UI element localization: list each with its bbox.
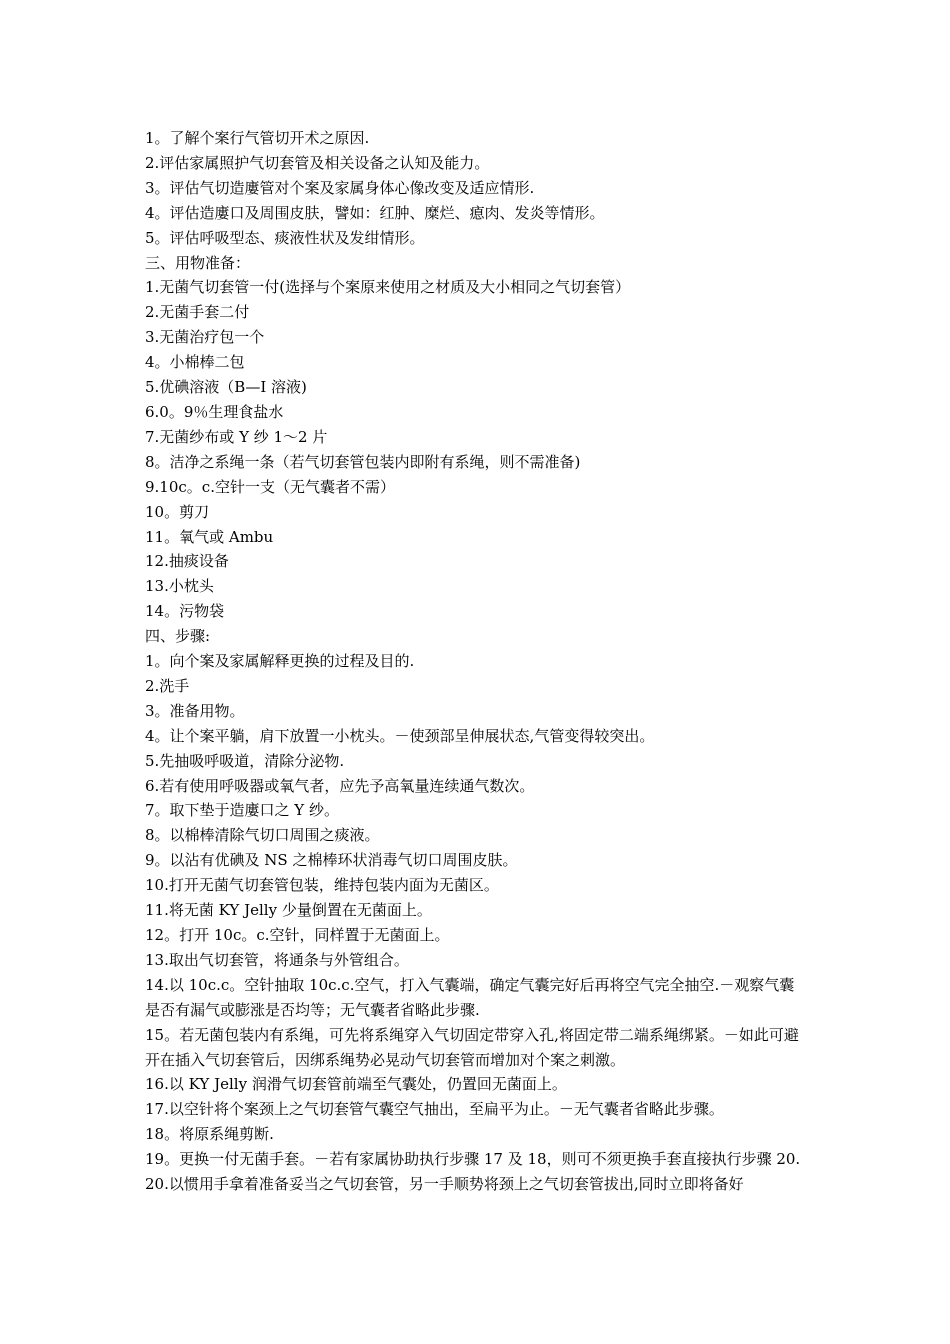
text-line: 7.无菌纱布或 Y 纱 1～2 片 — [145, 427, 328, 446]
text-line: 18。将原系绳剪断. — [145, 1125, 274, 1144]
text-line: 14.以 10c.c。空针抽取 10c.c.空气，打入气囊端，确定气囊完好后再将空气完全抽空.－观察气囊是否有漏气或膨涨是否均等；无气囊者省略此步骤. — [145, 975, 795, 1019]
text-line: 12.抽痰设备 — [145, 552, 229, 571]
text-line: 17.以空针将个案颈上之气切套管气囊空气抽出，至扁平为止。－无气囊者省略此步骤。 — [145, 1100, 724, 1119]
text-line: 1.无菌气切套管一付(选择与个案原来使用之材质及大小相同之气切套管） — [145, 278, 631, 297]
text-line: 20.以惯用手拿着准备妥当之气切套管，另一手顺势将颈上之气切套管拔出,同时立即将备好 — [145, 1175, 744, 1194]
text-line: 14。污物袋 — [145, 602, 225, 621]
text-line: 9.10c。c.空针一支（无气囊者不需） — [145, 477, 395, 496]
text-line: 16.以 KY Jelly 润滑气切套管前端至气囊处，仍置回无菌面上。 — [145, 1075, 567, 1094]
text-line: 1。了解个案行气管切开术之原因. — [145, 129, 370, 147]
text-line: 4。小棉棒二包 — [145, 353, 245, 372]
text-line: 9。以沾有优碘及 NS 之棉棒环状消毒气切口周围皮肤。 — [145, 851, 518, 870]
text-line: 6.若有使用呼吸器或氧气者，应先予高氧量连续通气数次。 — [145, 776, 535, 795]
text-line: 4。让个案平躺，肩下放置一小枕头。－使颈部呈伸展状态,气管变得较突出。 — [145, 726, 655, 745]
text-line: 6.0。9％生理食盐水 — [145, 402, 284, 421]
text-line: 8。洁净之系绳一条（若气切套管包装内即附有系绳，则不需准备) — [145, 452, 581, 471]
text-line: 13.小枕头 — [145, 577, 214, 596]
text-line: 15。若无菌包装内有系绳，可先将系绳穿入气切固定带穿入孔,将固定带二端系绳绑紧。－如此可避开在插入气切套管后，因绑系绳势必晃动气切套管而增加对个案之刺激。 — [145, 1025, 799, 1069]
text-line: 11。氧气或 Ambu — [145, 527, 274, 546]
text-line: 2.无菌手套二付 — [145, 303, 250, 322]
text-line: 2.洗手 — [145, 676, 190, 695]
text-line: 3.无菌治疗包一个 — [145, 328, 265, 347]
text-line: 5。评估呼吸型态、痰液性状及发绀情形。 — [145, 228, 425, 247]
text-line: 1。向个案及家属解释更换的过程及目的. — [145, 652, 415, 671]
text-line: 13.取出气切套管，将通条与外管组合。 — [145, 950, 409, 969]
text-line: 3。评估气切造廔管对个案及家属身体心像改变及适应情形. — [145, 178, 535, 197]
text-line: 7。取下垫于造廔口之 Y 纱。 — [145, 801, 339, 820]
text-line: 10.打开无菌气切套管包装，维持包装内面为无菌区。 — [145, 876, 499, 895]
text-line: 10。剪刀 — [145, 502, 210, 521]
text-line: 5.先抽吸呼吸道，清除分泌物. — [145, 751, 345, 770]
text-line: 2.评估家属照护气切套管及相关设备之认知及能力。 — [145, 153, 490, 172]
text-line: 12。打开 10c。c.空针，同样置于无菌面上。 — [145, 926, 450, 944]
text-line: 3。准备用物。 — [145, 701, 245, 720]
text-line: 19。更换一付无菌手套。－若有家属协助执行步骤 17 及 18，则可不须更换手套直接执行步骤 20. — [145, 1150, 801, 1169]
text-line: 5.优碘溶液（B—I 溶液) — [145, 378, 307, 397]
document-body — [145, 126, 809, 1197]
text-line: 11.将无菌 KY Jelly 少量倒置在无菌面上。 — [145, 901, 432, 920]
text-line: 4。评估造廔口及周围皮肤，譬如：红肿、糜烂、瘜肉、发炎等情形。 — [145, 203, 605, 222]
text-line: 8。以棉棒清除气切口周围之痰液。 — [145, 826, 380, 845]
section-heading: 三、用物准备： — [145, 253, 251, 272]
section-heading: 四、步骤: — [145, 627, 211, 646]
